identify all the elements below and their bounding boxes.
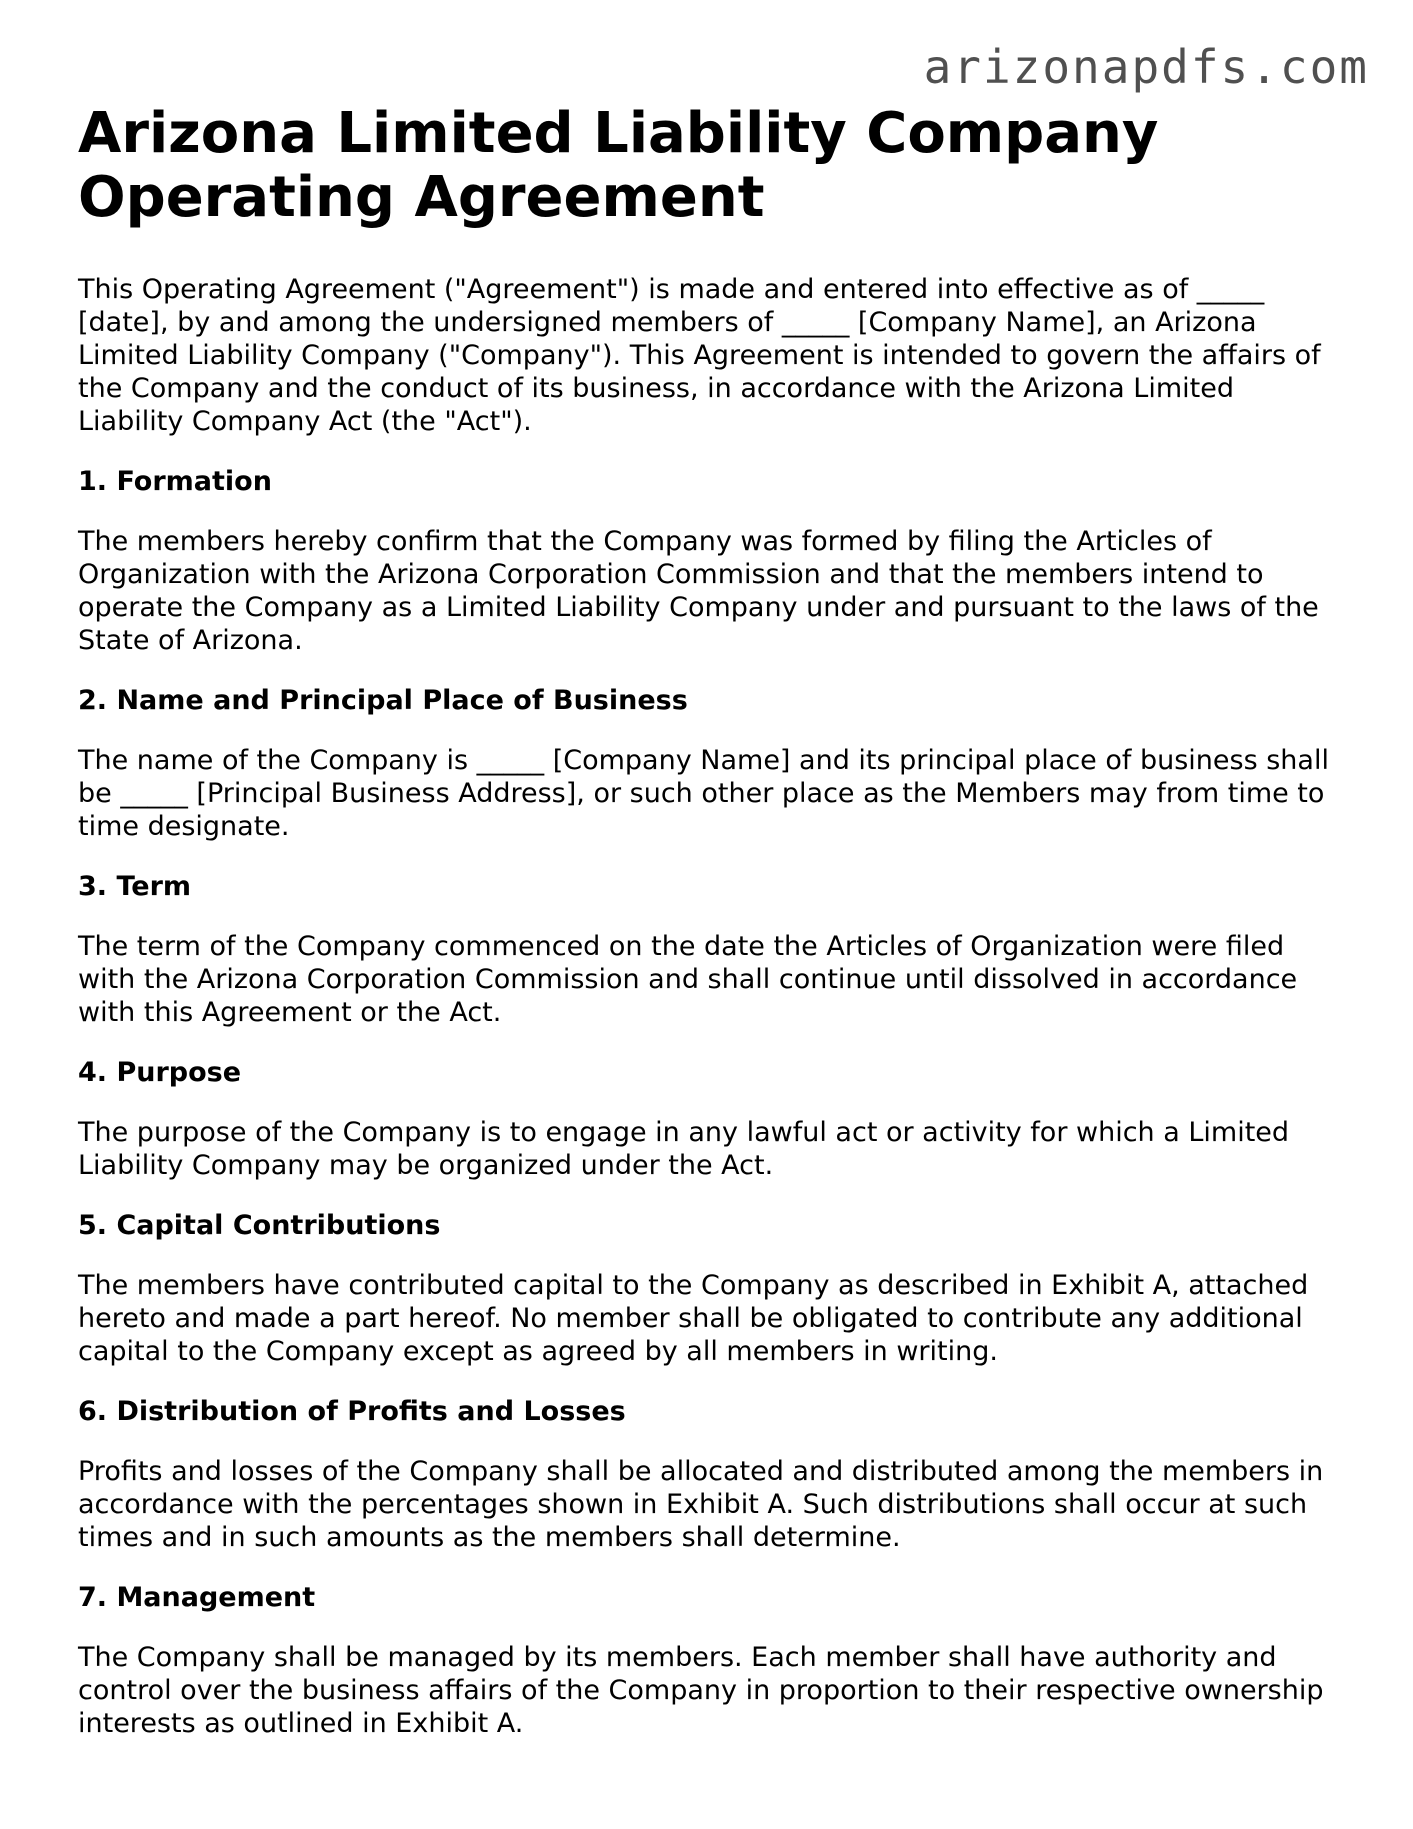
section-body-management: The Company shall be managed by its members. Each member shall have authority and control over the business affairs of the Company in proportion to their respective ownership interests as outlined in Exhibit A. (78, 1642, 1324, 1739)
section-heading-management: 7. Management (78, 1582, 316, 1613)
section-heading-name-place: 2. Name and Principal Place of Business (78, 685, 688, 716)
section-heading-term: 3. Term (78, 871, 192, 902)
section-body-purpose: The purpose of the Company is to engage in any lawful act or activity for which a Limited Liability Company may be organized under the Act. (78, 1117, 1290, 1181)
section-body-term: The term of the Company commenced on the date the Articles of Organization were filed with the Arizona Corporation Commission and shall continue until dissolved in accordance with this Agreement or the Act. (78, 931, 1298, 1028)
section-body-formation: The members hereby confirm that the Company was formed by filing the Articles of Organization with the Arizona Corporation Commission and that the members intend to operate the Company as a Limited Liability Company under and pursuant to the laws of the State of Arizona. (78, 526, 1319, 656)
section-body-distribution: Profits and losses of the Company shall be allocated and distributed among the members in accordance with the percentages shown in Exhibit A. Such distributions shall occur at such times and in such amounts as the members shall determine. (78, 1456, 1324, 1553)
watermark: arizonapdfs.com (923, 40, 1369, 94)
section-heading-formation: 1. Formation (78, 466, 272, 497)
section-heading-distribution: 6. Distribution of Profits and Losses (78, 1396, 626, 1427)
intro-paragraph: This Operating Agreement ("Agreement") is made and entered into effective as of _____ [date], by and among the undersigned members of _____ [Company Name], an Arizona Limited Liability Company ("Company"). This Agreement is intended to govern the affairs of the Company and the conduct of its business, in accordance with the Arizona Limited Liability Company Act (the "Act"). (78, 274, 1321, 437)
document-content (78, 102, 1340, 1740)
document-title: Arizona Limited Liability Company Operating Agreement (78, 101, 1159, 230)
section-heading-capital: 5. Capital Contributions (78, 1210, 441, 1241)
section-body-name-place: The name of the Company is _____ [Company Name] and its principal place of business shall be _____ [Principal Business Address], or such other place as the Members may from time to time designate. (78, 745, 1329, 842)
section-body-capital: The members have contributed capital to the Company as described in Exhibit A, attached hereto and made a part hereof. No member shall be obligated to contribute any additional capital to the Company except as agreed by all members in writing. (78, 1270, 1309, 1367)
section-heading-purpose: 4. Purpose (78, 1057, 242, 1088)
